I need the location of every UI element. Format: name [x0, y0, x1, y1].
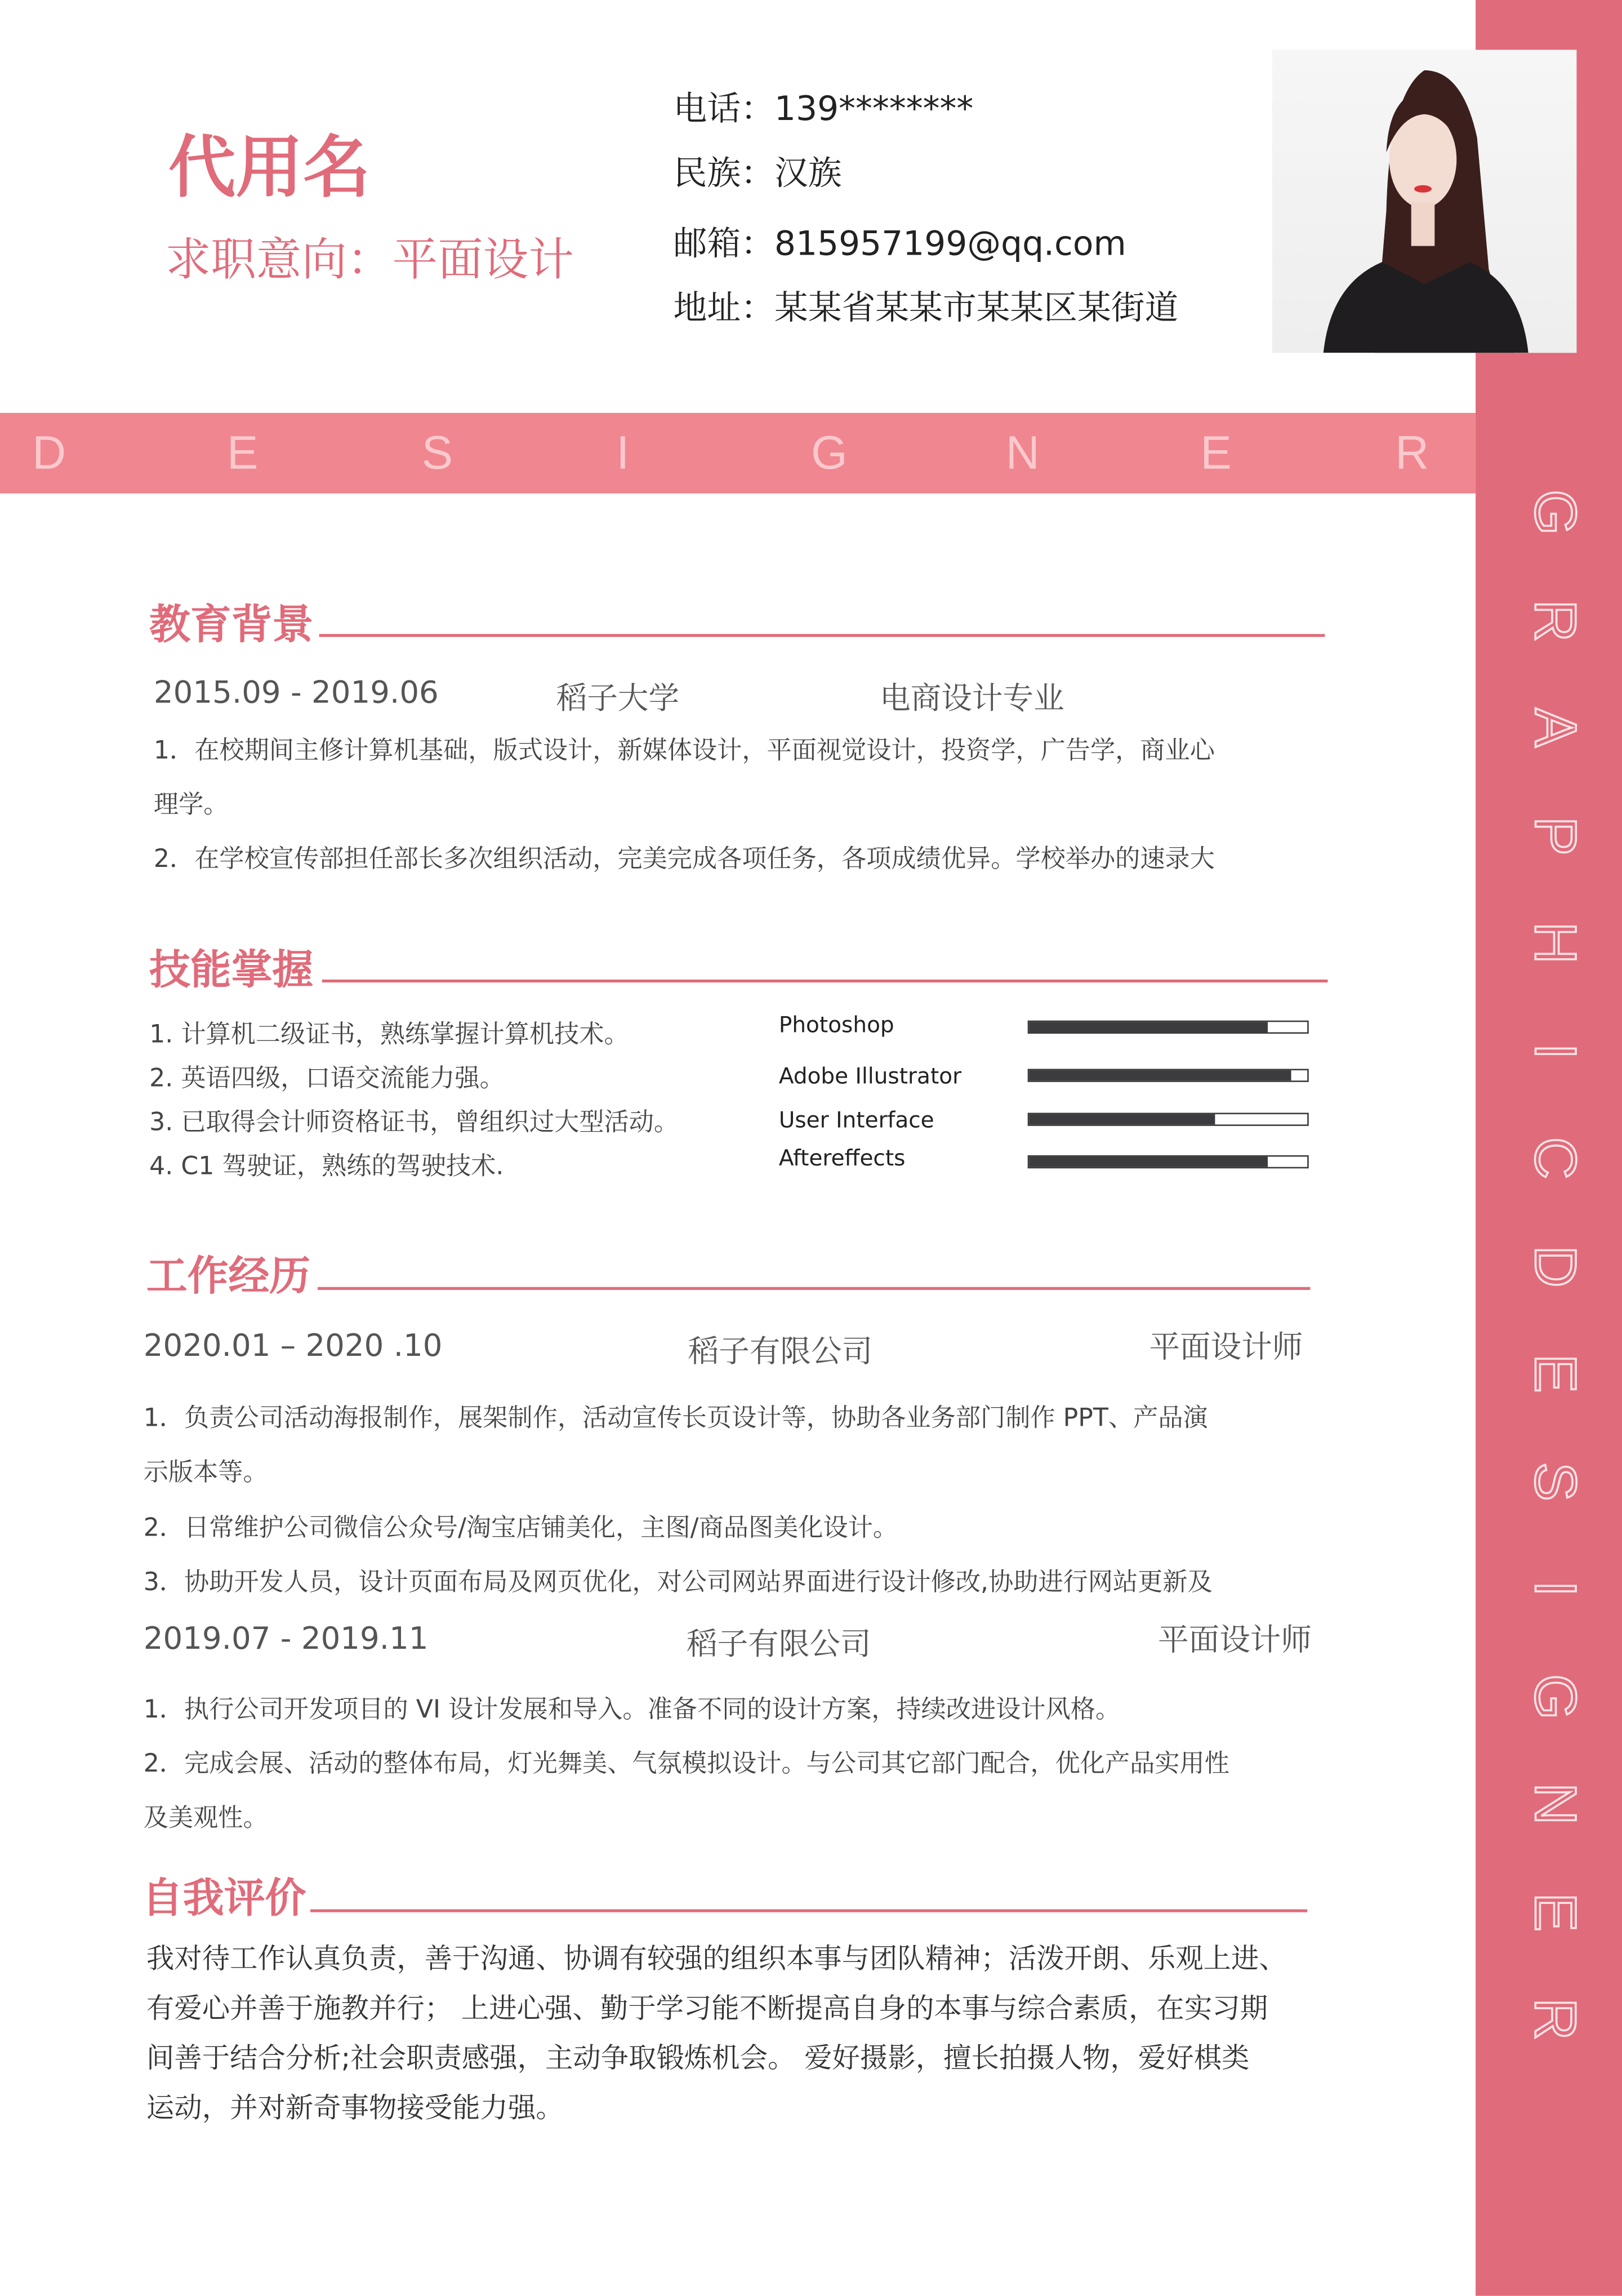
sidebar-letter: D: [1522, 1244, 1587, 1287]
banner-letter: D: [32, 426, 66, 479]
self-line: 我对待工作认真负责，善于沟通、协调有较强的组织本事与团队精神；活泼开朗、乐观上进、: [146, 1943, 1287, 1975]
sidebar-letter: E: [1522, 1354, 1587, 1393]
skill-bar: [1028, 1155, 1309, 1168]
designer-banner: [0, 413, 1476, 493]
banner-letter: N: [1005, 426, 1040, 479]
sidebar-letter: E: [1522, 1892, 1587, 1932]
skill-item: 4. C1 驾驶证，熟练的驾驶技术.: [149, 1152, 504, 1182]
job-role: 平面设计师: [1158, 1622, 1312, 1658]
edu-major: 电商设计专业: [880, 680, 1064, 717]
job-line: 2．日常维护公司微信公众号/淘宝店铺美化，主图/商品图美化设计。: [143, 1514, 898, 1543]
job-company: 稻子有限公司: [688, 1333, 873, 1369]
profile-photo: [1272, 50, 1577, 353]
edu-period: 2015.09 - 2019.06: [153, 675, 439, 710]
job-line: 示版本等。: [143, 1458, 268, 1488]
skill-item: 3. 已取得会计师资格证书，曾组织过大型活动。: [149, 1108, 679, 1138]
banner-letter: S: [421, 426, 453, 479]
job-line: 1．负责公司活动海报制作，展架制作，活动宣传长页设计等，协助各业务部门制作 PPT、产品演: [143, 1404, 1208, 1434]
sidebar-letter: H: [1522, 922, 1587, 964]
skill-bar: [1028, 1021, 1309, 1034]
portrait-image: [1272, 50, 1577, 353]
job-period: 2020.01 – 2020 .10: [143, 1328, 443, 1363]
banner-letter: R: [1395, 426, 1429, 479]
address: 地址：某某省某某市某某区某街道: [673, 290, 1179, 328]
divider: [318, 1287, 1310, 1290]
job-line: 2．完成会展、活动的整体布局，灯光舞美、气氛模拟设计。与公司其它部门配合，优化产品实用性: [143, 1750, 1229, 1779]
skill-name: Photoshop: [778, 1012, 894, 1038]
job-role: 平面设计师: [1149, 1329, 1303, 1365]
self-line: 运动，并对新奇事物接受能力强。: [146, 2092, 564, 2125]
job-line: 1．执行公司开发项目的 VI 设计发展和导入。准备不同的设计方案，持续改进设计风格。: [143, 1695, 1121, 1725]
self-line: 间善于结合分析;社会职责感强，主动争取锻炼机会。 爱好摄影，擅长拍摄人物，爱好棋类: [146, 2043, 1250, 2075]
self-line: 有爱心并善于施教并行； 上进心强、勤于学习能不断提高自身的本事与综合素质，在实习期: [146, 1992, 1268, 2025]
edu-school: 稻子大学: [556, 680, 680, 717]
work-heading: 工作经历: [146, 1252, 311, 1301]
skill-bar-fill: [1029, 1070, 1290, 1080]
skill-bar-fill: [1029, 1114, 1215, 1124]
banner-letter: E: [226, 426, 259, 479]
banner-letter: E: [1200, 426, 1232, 479]
sidebar-letter: I: [1522, 1580, 1587, 1597]
email: 邮箱：815957199@qq.com: [673, 225, 1126, 264]
skill-name: Aftereffects: [778, 1145, 906, 1172]
skill-item: 1. 计算机二级证书，熟练掌握计算机技术。: [149, 1020, 629, 1050]
sidebar-letter: A: [1522, 708, 1587, 747]
job-company: 稻子有限公司: [687, 1626, 871, 1662]
skill-name: Adobe Illustrator: [778, 1063, 962, 1089]
skills-heading: 技能掌握: [149, 946, 314, 994]
sidebar-letter: R: [1522, 599, 1587, 642]
sidebar-letter: N: [1522, 1782, 1587, 1825]
skill-name: User Interface: [778, 1107, 934, 1133]
phone: 电话：139********: [673, 91, 974, 129]
ethnicity: 民族：汉族: [673, 155, 842, 194]
sidebar-letter: C: [1522, 1137, 1587, 1180]
sidebar-letter: R: [1522, 1997, 1587, 2040]
candidate-name: 代用名: [168, 127, 371, 207]
banner-letter: G: [811, 426, 848, 479]
skill-bar: [1028, 1069, 1309, 1082]
skill-bar-fill: [1029, 1022, 1268, 1032]
self-heading: 自我评价: [142, 1874, 306, 1923]
sidebar-letter: P: [1522, 816, 1587, 855]
sidebar-letter: G: [1522, 1673, 1587, 1719]
sidebar-letter: G: [1522, 490, 1587, 536]
skill-bar: [1028, 1113, 1309, 1125]
job-line: 及美观性。: [143, 1804, 268, 1834]
skill-bar-fill: [1029, 1156, 1268, 1167]
divider: [310, 1909, 1307, 1912]
edu-line: 理学。: [153, 790, 229, 820]
education-heading: 教育背景: [149, 600, 314, 649]
skill-item: 2. 英语四级，口语交流能力强。: [149, 1064, 505, 1094]
sidebar-letter: I: [1522, 1042, 1587, 1059]
edu-line: 2．在学校宣传部担任部长多次组织活动，完美完成各项任务，各项成绩优异。学校举办的速录大: [153, 844, 1215, 874]
sidebar-letter: S: [1522, 1461, 1587, 1501]
banner-letter: I: [616, 426, 630, 479]
divider: [319, 634, 1325, 637]
edu-line: 1．在校期间主修计算机基础，版式设计，新媒体设计，平面视觉设计，投资学，广告学，商业心: [153, 736, 1215, 766]
job-intent: 求职意向：平面设计: [165, 234, 574, 287]
job-period: 2019.07 - 2019.11: [143, 1621, 429, 1656]
divider: [322, 980, 1328, 982]
job-line: 3．协助开发人员，设计页面布局及网页优化，对公司网站界面进行设计修改,协助进行网站更新及: [143, 1568, 1213, 1598]
